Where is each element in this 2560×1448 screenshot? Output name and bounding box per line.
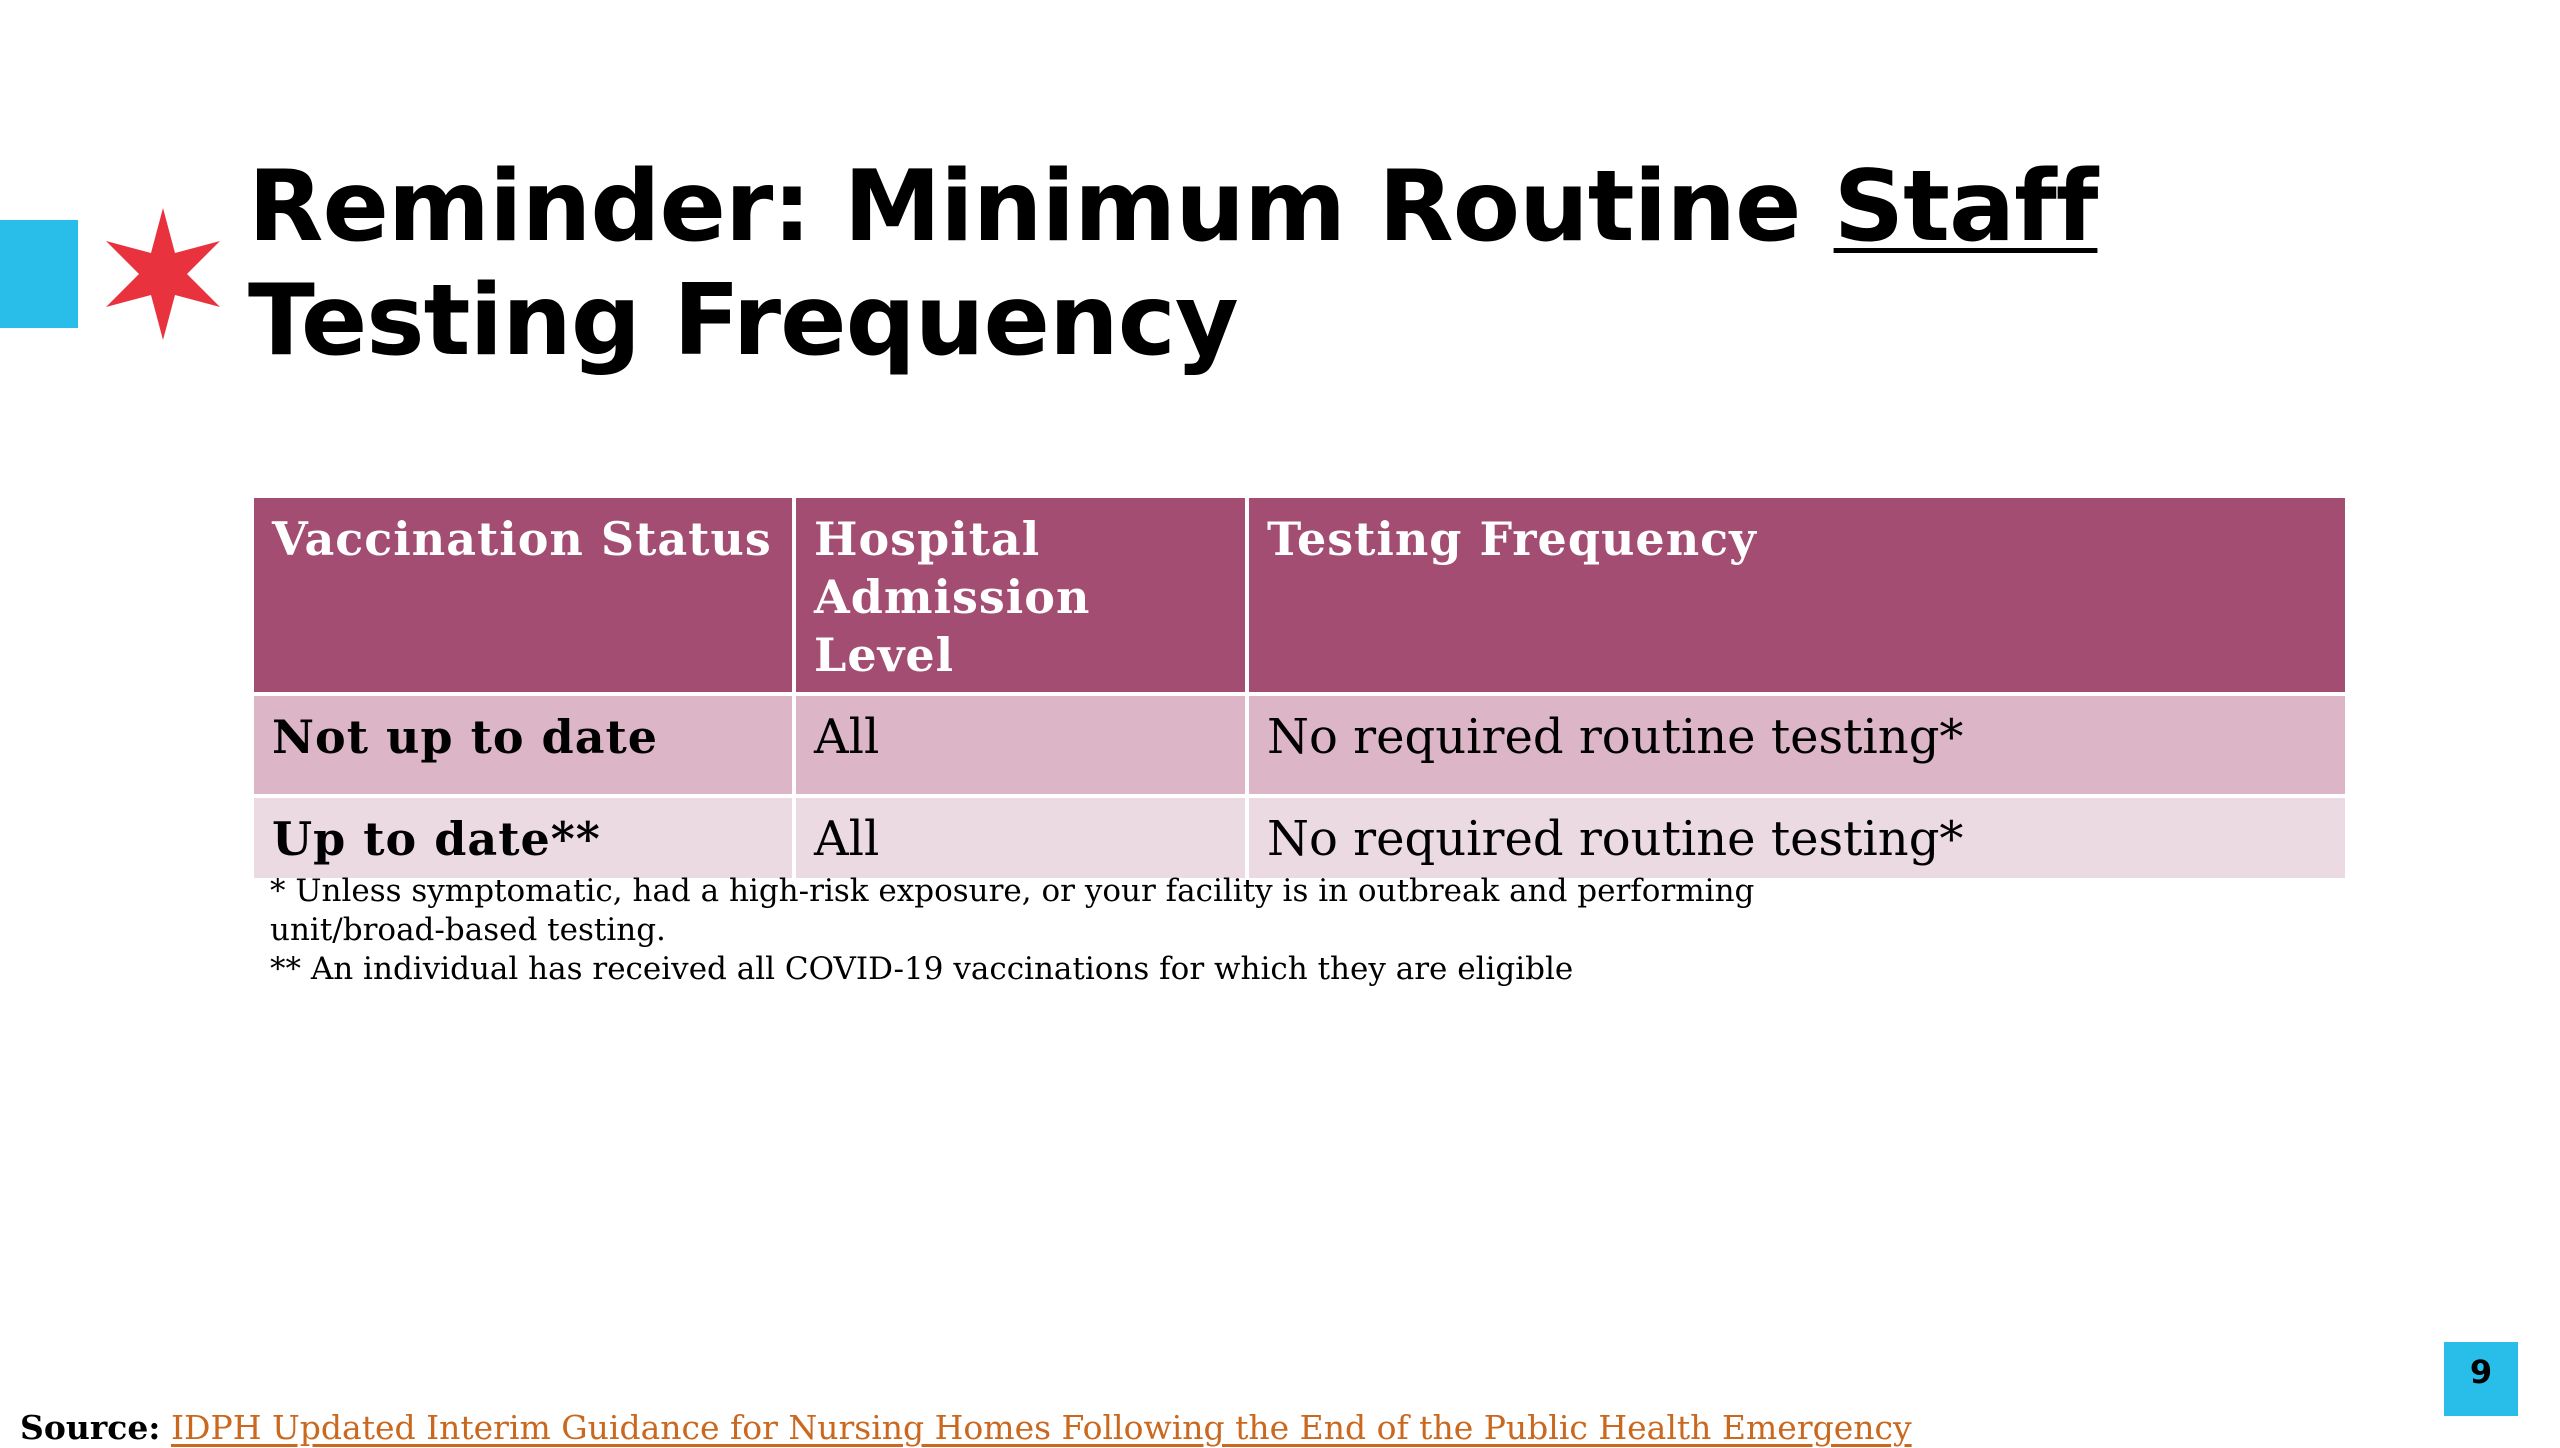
footnote-symptomatic: * Unless symptomatic, had a high-risk exposure, or your facility is in outbreak and performing unit/broad-based testing. bbox=[270, 873, 1755, 948]
vaccination-status-cell: Up to date** bbox=[252, 796, 794, 880]
footnote-up-to-date: ** An individual has received all COVID-19 vaccinations for which they are eligible bbox=[270, 951, 1574, 987]
testing-frequency-table bbox=[250, 494, 2349, 882]
page-title bbox=[248, 150, 2508, 378]
source-link[interactable]: IDPH Updated Interim Guidance for Nursing Homes Following the End of the Public Health Emergency bbox=[171, 1408, 1912, 1447]
title-underlined-word: Staff bbox=[1833, 150, 2098, 264]
table-header-row bbox=[252, 496, 2347, 694]
testing-frequency-cell: No required routine testing* bbox=[1247, 694, 2347, 796]
header-vaccination-status: Vaccination Status bbox=[252, 496, 794, 694]
footnotes bbox=[270, 872, 1870, 989]
admission-level-cell: All bbox=[794, 796, 1247, 880]
table-row bbox=[252, 694, 2347, 796]
title-prefix: Reminder: Minimum Routine bbox=[248, 150, 1834, 264]
admission-level-cell: All bbox=[794, 694, 1247, 796]
testing-frequency-cell: No required routine testing* bbox=[1247, 796, 2347, 880]
six-pointed-star-icon bbox=[102, 205, 224, 343]
accent-block bbox=[0, 220, 78, 328]
header-testing-frequency: Testing Frequency bbox=[1247, 496, 2347, 694]
header-hospital-admission-level: Hospital Admission Level bbox=[794, 496, 1247, 694]
vaccination-status-cell: Not up to date bbox=[252, 694, 794, 796]
source-citation bbox=[20, 1408, 1912, 1448]
title-suffix: Testing Frequency bbox=[248, 264, 1238, 378]
table-row bbox=[252, 796, 2347, 880]
page-number-badge: 9 bbox=[2444, 1342, 2518, 1416]
source-label: Source: bbox=[20, 1408, 161, 1447]
